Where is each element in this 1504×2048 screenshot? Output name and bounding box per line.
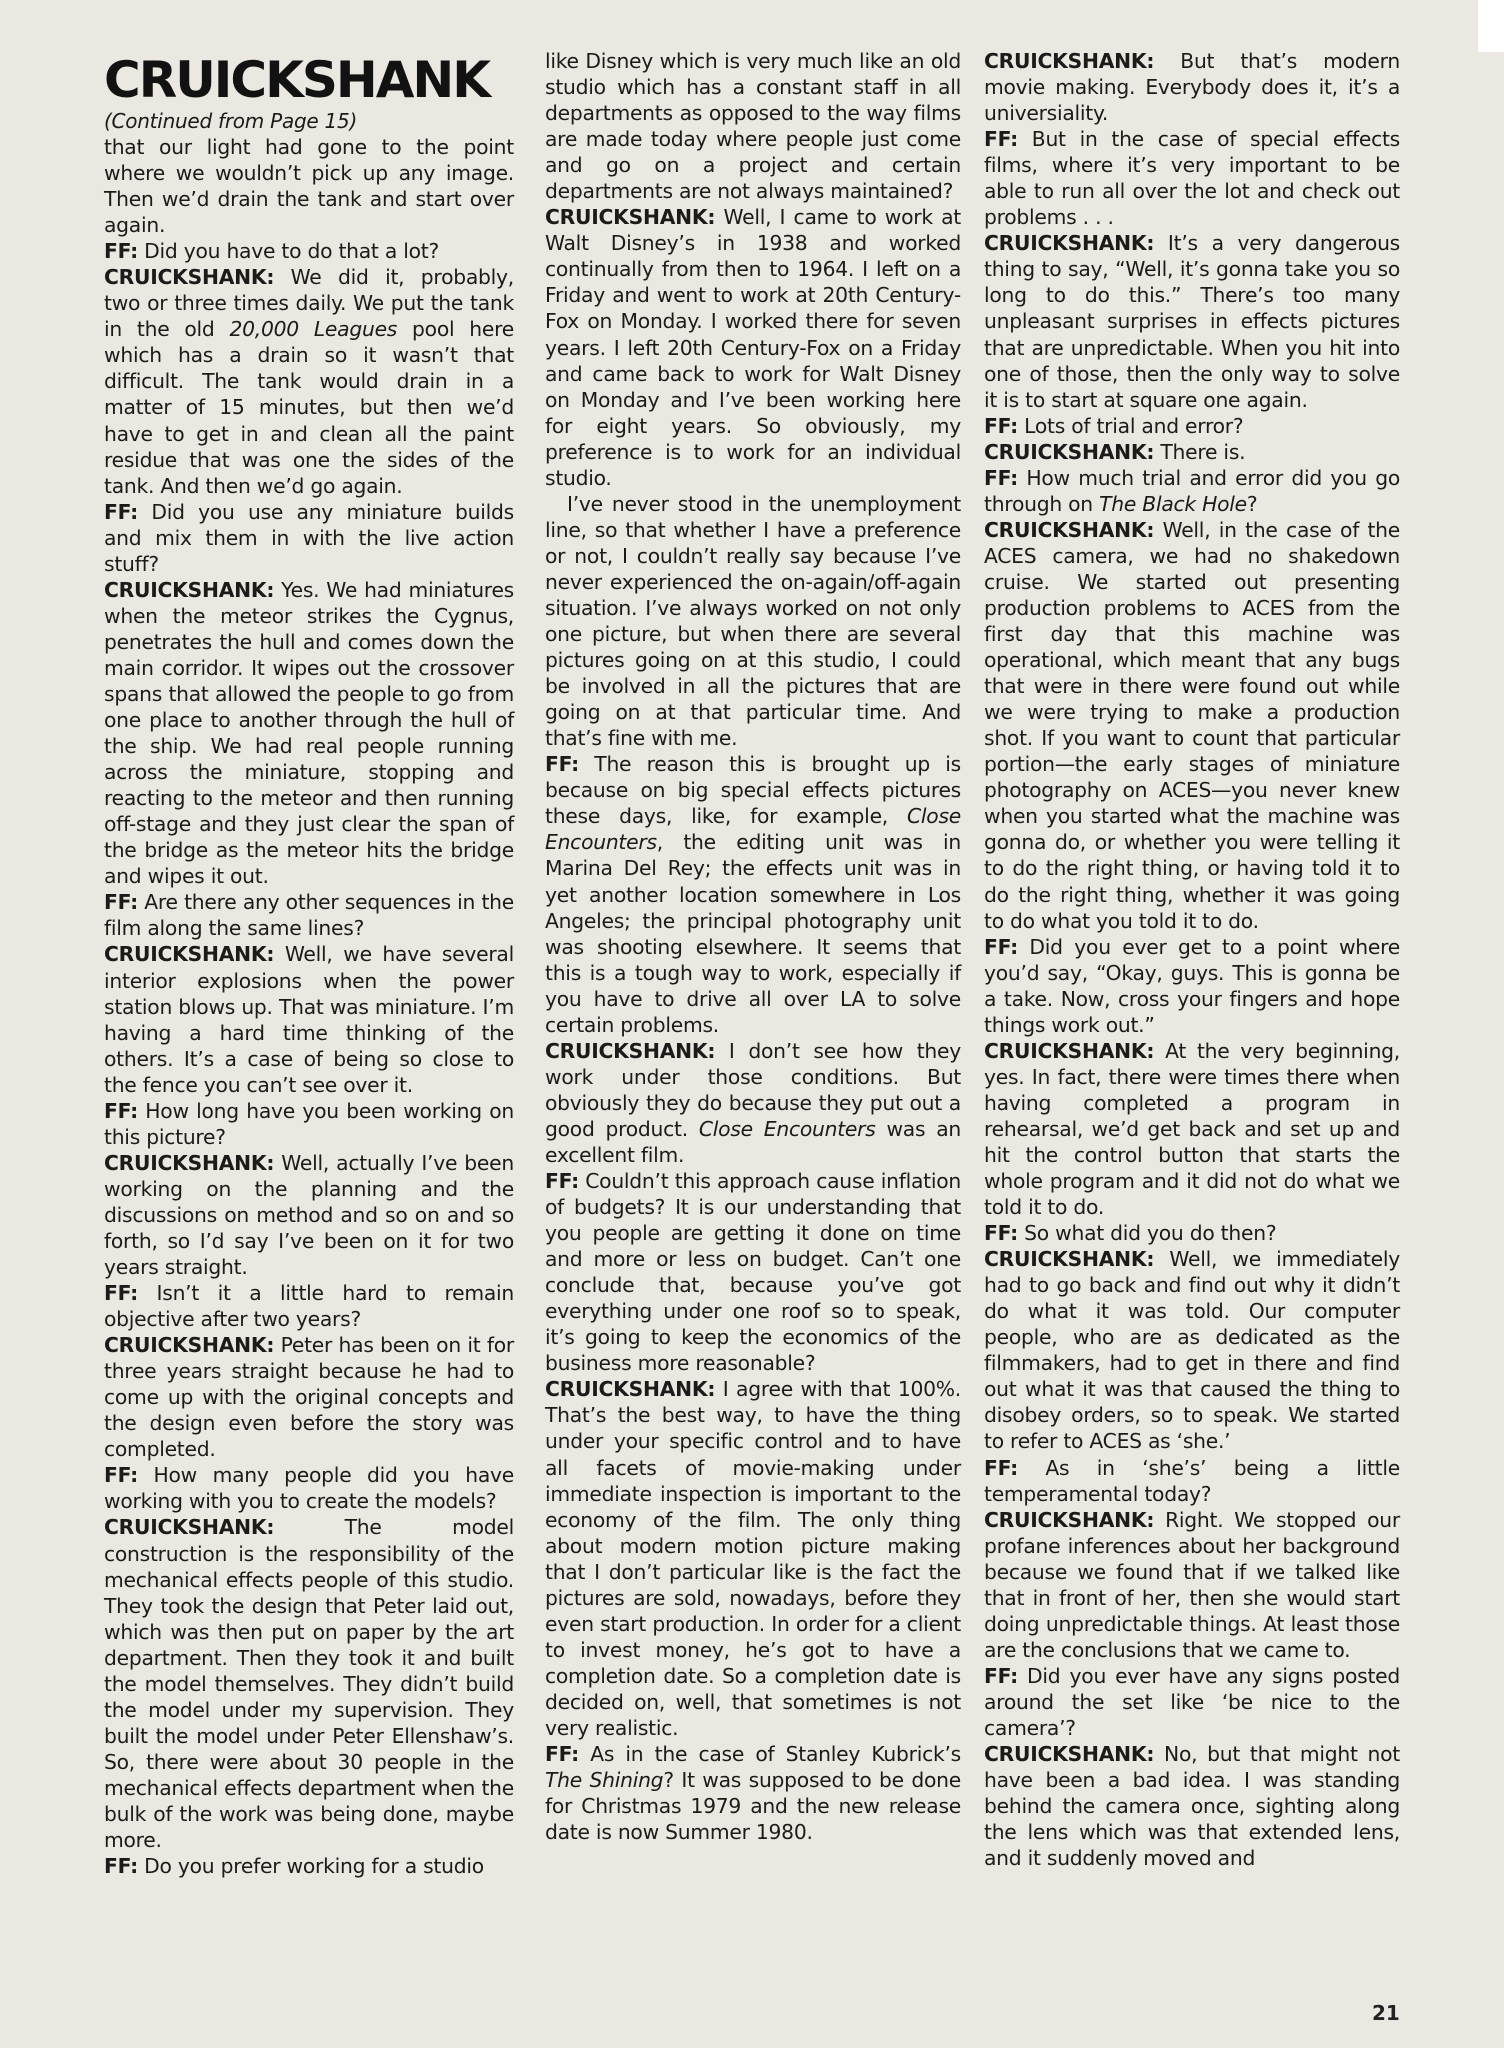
paragraph (984, 517, 1400, 934)
paragraph-text: There is. (1154, 439, 1246, 464)
paragraph (545, 48, 961, 204)
paragraph (545, 1741, 961, 1845)
paragraph-text: The reason this is brought up is because on big special effects pictures these days, like, for example, (545, 752, 961, 829)
paragraph-text: But that’s modern movie making. Everybody does it, it’s a universiality. (984, 49, 1400, 126)
paragraph-text: But in the case of special effects films, where it’s very important to be able to run all over the lot and check out problems . . . (984, 127, 1400, 230)
column-body (104, 134, 514, 1879)
speaker-label: FF: (104, 1098, 138, 1123)
text-column-1 (104, 48, 514, 1879)
paragraph (545, 1038, 961, 1168)
paragraph (984, 1246, 1400, 1454)
speaker-label: CRUICKSHANK: (104, 1333, 275, 1358)
paragraph (104, 1098, 514, 1150)
paragraph (984, 413, 1400, 439)
paragraph-text: It’s a very dangerous thing to say, “Well, it’s gonna take you so long to do this.” There’s too many unpleasant surprises in effects pictures that are unpredictable. When you hit into one of those, then the only way to solve it is to start at square one again. (984, 231, 1400, 412)
paragraph (984, 1507, 1400, 1663)
paragraph (984, 934, 1400, 1038)
paragraph-text: Well, in the case of the ACES camera, we had no shakedown cruise. We started out presenting production problems to ACES from the first day that this machine was operational, which meant that any bugs that were in there were found out while we were trying to make a production shot. If you want to count that particular portion—the early stages of miniature photography on ACES—you never knew when you started what the machine was gonna do, or whether you were telling it to do the right thing, or having told it to do the right thing, whether it was going to do what you told it to do. (984, 517, 1400, 933)
speaker-label: FF: (104, 1463, 138, 1488)
column-body (984, 48, 1400, 1871)
speaker-label: FF: (984, 1221, 1018, 1246)
text-column-2 (545, 48, 961, 1845)
paragraph-text: Are there any other sequences in the film along the same lines? (104, 890, 514, 941)
speaker-label: CRUICKSHANK: (984, 439, 1155, 464)
paragraph (104, 577, 514, 890)
speaker-label: CRUICKSHANK: (104, 265, 275, 290)
paragraph (104, 134, 514, 238)
paragraph-text: , the editing unit was in Marina Del Rey; the effects unit was in yet another location somewhere in Los Angeles; the principal photography unit was shooting elsewhere. It seems that this is a tough way to work, especially if you have to drive all over LA to solve certain problems. (545, 830, 961, 1037)
paragraph-text: I agree with that 100%. That’s the best way, to have the thing under your specific control and to have all facets of movie-making under immediate inspection is important to the economy of the film. The only thing about modern motion picture making that I don’t particular like is the fact the pictures are sold, nowadays, before they even start production. In order for a client to invest money, he’s got to have a completion date. So a completion date is decided on, well, that sometimes is not very realistic. (545, 1377, 961, 1740)
speaker-label: FF: (984, 465, 1018, 490)
paragraph (984, 1741, 1400, 1871)
paragraph (984, 1663, 1400, 1741)
paragraph-text: was an excellent film. (545, 1116, 961, 1167)
speaker-label: FF: (545, 1742, 579, 1767)
speaker-label: CRUICKSHANK: (104, 1150, 275, 1175)
paragraph-text: Couldn’t this approach cause inflation of budgets? It is our understanding that you people are getting it done on time and more or less on budget. Can’t one conclude that, because you’ve got everything under one roof so to speak, it’s going to keep the economics of the business more reasonable? (545, 1169, 961, 1376)
paragraph (104, 1853, 514, 1879)
speaker-label: CRUICKSHANK: (545, 1377, 716, 1402)
speaker-label: CRUICKSHANK: (545, 1038, 716, 1063)
paragraph (545, 751, 961, 1038)
paragraph-text: Isn’t it a little hard to remain objective after two years? (104, 1281, 514, 1332)
column-body (545, 48, 961, 1845)
paragraph-text: Did you ever have any signs posted around the set like ‘be nice to the camera’? (984, 1663, 1400, 1740)
speaker-label: CRUICKSHANK: (984, 1247, 1155, 1272)
speaker-label: CRUICKSHANK: (984, 1507, 1155, 1532)
speaker-label: FF: (984, 1663, 1018, 1688)
speaker-label: CRUICKSHANK: (984, 49, 1155, 73)
continuation-note: (Continued from Page 15) (104, 109, 358, 133)
italic-title: Close Encounters (698, 1116, 876, 1141)
page-corner-tab (1478, 0, 1504, 52)
paragraph-text: We did it, probably, two or three times daily. We put the tank in the old (104, 265, 514, 342)
paragraph-text: I’ve never stood in the unemployment line, so that whether I have a preference or not, I couldn’t really say because I’ve never experienced the on-again/off-again situation. I’ve always worked on not only one picture, but when there are several pictures going on at this studio, I could be involved in all the pictures that are going on at that particular time. And that’s fine with me. (545, 491, 961, 751)
text-column-3 (984, 48, 1400, 1871)
paragraph-text: ? It was supposed to be done for Christmas 1979 and the new release date is now Summer 1980. (545, 1768, 961, 1845)
speaker-label: FF: (984, 127, 1018, 152)
paragraph-text: Did you have to do that a lot? (137, 239, 439, 264)
paragraph-text: As in the case of Stanley Kubrick’s (578, 1742, 961, 1767)
speaker-label: CRUICKSHANK: (545, 205, 716, 230)
paragraph (984, 1038, 1400, 1220)
speaker-label: FF: (984, 1455, 1018, 1480)
paragraph (104, 238, 514, 264)
paragraph-text: that our light had gone to the point where we wouldn’t pick up any image. Then we’d drain the tank and start over again. (104, 135, 514, 238)
paragraph (104, 889, 514, 941)
paragraph-text: How long have you been working on this picture? (104, 1098, 514, 1149)
speaker-label: CRUICKSHANK: (984, 1742, 1155, 1767)
speaker-label: FF: (104, 1281, 138, 1306)
paragraph (104, 1150, 514, 1280)
paragraph (984, 465, 1400, 517)
paragraph-text: Peter has been on it for three years straight because he had to come up with the original concepts and the design even before the story was completed. (104, 1333, 514, 1462)
speaker-label: FF: (104, 499, 138, 524)
article-title: CRUICKSHANK (104, 51, 489, 109)
italic-title: The Shining (545, 1768, 664, 1793)
paragraph-text: So what did you do then? (1017, 1221, 1277, 1246)
paragraph (104, 1462, 514, 1514)
speaker-label: CRUICKSHANK: (984, 231, 1155, 256)
paragraph-text: No, but that might not have been a bad idea. I was standing behind the camera once, sighting along the lens which was that extended lens, and it suddenly moved and (984, 1742, 1400, 1871)
paragraph-text: pool here which has a drain so it wasn’t that difficult. The tank would drain in a matter of 15 minutes, but then we’d have to get in and clean all the paint residue that was one the sides of the tank. And then we’d go again. (104, 317, 514, 498)
italic-title: Close Encounters (545, 804, 961, 855)
speaker-label: FF: (984, 934, 1018, 959)
paragraph (104, 1280, 514, 1332)
paragraph-text: The model construction is the responsibility of the mechanical effects people of this studio. They took the design that Peter laid out, which was then put on paper by the art department. Then they took it and built the model themselves. They didn’t build the model under my supervision. They built the model under Peter Ellenshaw’s. So, there were about 30 people in the mechanical effects department when the bulk of the work was being done, maybe more. (104, 1515, 514, 1853)
paragraph (545, 204, 961, 491)
paragraph (984, 126, 1400, 230)
paragraph-text: Did you ever get to a point where you’d say, “Okay, guys. This is gonna be a take. Now, cross your fingers and hope things work out.” (984, 934, 1400, 1037)
speaker-label: CRUICKSHANK: (104, 577, 275, 602)
paragraph-text: Lots of trial and error? (1017, 413, 1244, 438)
paragraph-text: ? (1246, 491, 1258, 516)
speaker-label: CRUICKSHANK: (104, 942, 275, 967)
speaker-label: FF: (104, 239, 138, 264)
paragraph-text: Well, we have several interior explosions when the power station blows up. That was miniature. I’m having a hard time thinking of the others. It’s a case of being so close to the fence you can’t see over it. (104, 942, 514, 1097)
paragraph-text: Well, we immediately had to go back and find out why it didn’t do what it was told. Our computer people, who are as dedicated as the filmmakers, had to get in there and find out what it was that caused the thing to disobey orders, so to speak. We started to refer to ACES as ‘she.’ (984, 1247, 1400, 1454)
paragraph-text: like Disney which is very much like an old studio which has a constant staff in all departments as opposed to the way films are made today where people just come and go on a project and certain departments are not always maintained? (545, 49, 961, 204)
speaker-label: CRUICKSHANK: (984, 517, 1155, 542)
paragraph-text: How much trial and error did you go through on (984, 465, 1400, 516)
paragraph (104, 264, 514, 498)
paragraph (984, 1220, 1400, 1246)
paragraph (984, 48, 1400, 126)
paragraph (545, 1376, 961, 1741)
paragraph (104, 499, 514, 577)
speaker-label: CRUICKSHANK: (104, 1515, 275, 1540)
paragraph-text: Did you use any miniature builds and mix them in with the live action stuff? (104, 499, 514, 576)
paragraph-text: Well, actually I’ve been working on the planning and the discussions on method and so on and so forth, so I’d say I’ve been on it for two years straight. (104, 1150, 514, 1280)
paragraph (984, 439, 1400, 465)
italic-title: The Black Hole (1099, 491, 1247, 516)
italic-title: 20,000 Leagues (229, 317, 398, 342)
paragraph-text: Yes. We had miniatures when the meteor strikes the Cygnus, penetrates the hull and comes down the main corridor. It wipes out the crossover spans that allowed the people to go from one place to another through the hull of the ship. We had real people running across the miniature, stopping and reacting to the meteor and then running off-stage and they just clear the span of the bridge as the meteor hits the bridge and wipes it out. (104, 577, 514, 889)
paragraph (984, 1455, 1400, 1507)
speaker-label: FF: (545, 1169, 579, 1194)
paragraph-text: At the very beginning, yes. In fact, there were times there when having completed a program in rehearsal, we’d get back and set up and hit the control button that starts the whole program and it did not do what we told it to do. (984, 1038, 1400, 1220)
paragraph-text: Well, I came to work at Walt Disney’s in 1938 and worked continually from then to 1964. I left on a Friday and went to work at 20th Century-Fox on Monday. I worked there for seven years. I left 20th Century-Fox on a Friday and came back to work for Walt Disney on Monday and I’ve been working here for eight years. So obviously, my preference is to work for an individual studio. (545, 205, 961, 490)
paragraph (104, 1332, 514, 1462)
paragraph (545, 491, 961, 751)
speaker-label: FF: (104, 1854, 138, 1879)
speaker-label: FF: (104, 890, 138, 915)
page-number: 21 (1372, 2001, 1400, 2025)
speaker-label: FF: (984, 413, 1018, 438)
paragraph (104, 941, 514, 1097)
paragraph-text: Right. We stopped our profane inferences about her background because we found that if we talked like that in front of her, then she would start doing unpredictable things. At least those are the conclusions that we came to. (984, 1507, 1400, 1662)
paragraph-text: Do you prefer working for a studio (137, 1854, 484, 1879)
speaker-label: CRUICKSHANK: (984, 1038, 1155, 1063)
paragraph (104, 1514, 514, 1853)
paragraph (984, 230, 1400, 412)
paragraph-text: I don’t see how they work under those conditions. But obviously they do because they put out a good product. (545, 1038, 961, 1141)
paragraph (545, 1168, 961, 1376)
speaker-label: FF: (545, 752, 579, 777)
paragraph-text: As in ‘she’s’ being a little temperamental today? (984, 1455, 1400, 1506)
paragraph-text: How many people did you have working with you to create the models? (104, 1463, 514, 1514)
